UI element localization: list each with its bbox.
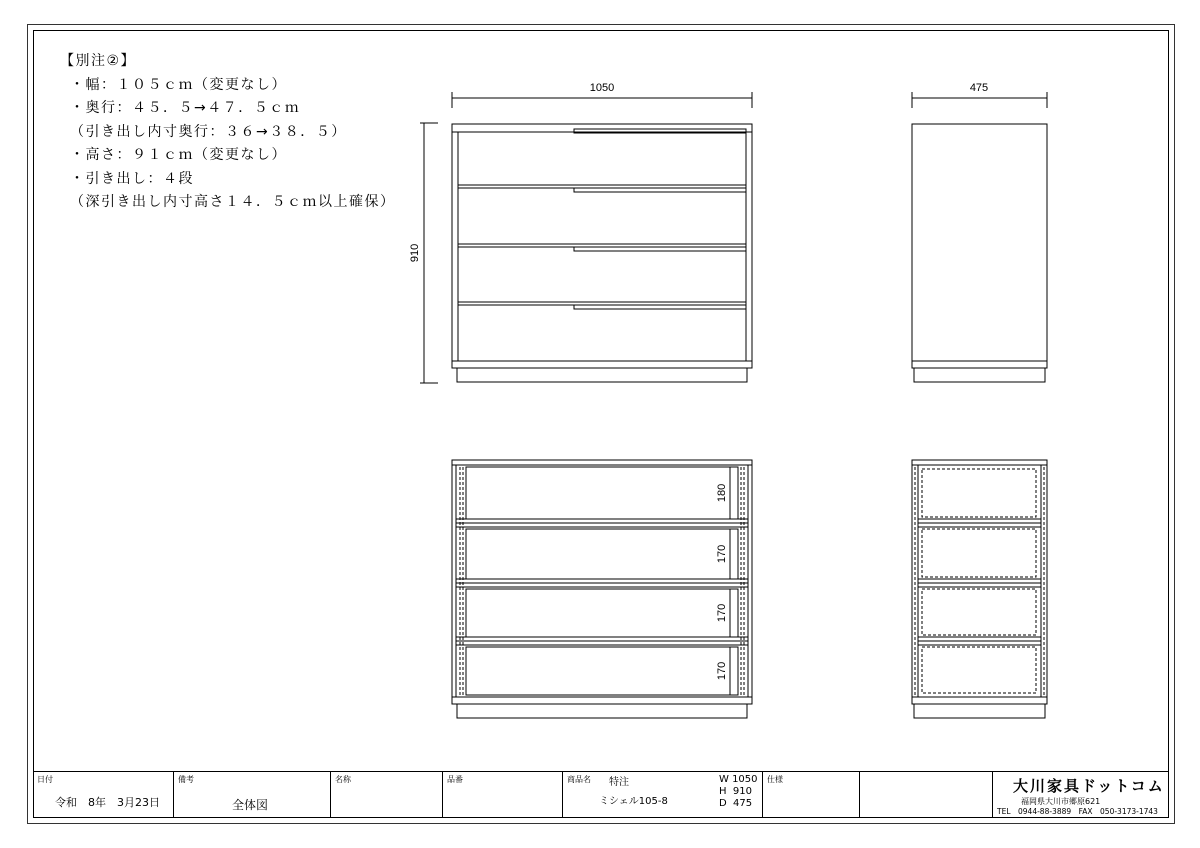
front-view xyxy=(420,92,752,383)
product-value: ミシェル105-8 xyxy=(599,796,668,807)
size-height: H 910 xyxy=(719,786,752,797)
note-drawer-depth: （引き出し内寸奥行：３６→３８．５） xyxy=(70,123,347,140)
company-name: 大川家具ドットコム xyxy=(1013,777,1165,795)
drawer-4-height-label: 170 xyxy=(716,661,728,681)
name-label: 名称 xyxy=(335,775,351,784)
company-address: 福岡県大川市郷原621 xyxy=(1021,797,1101,806)
drawer-3-height-label: 170 xyxy=(716,603,728,623)
note-deep-drawer: （深引き出し内寸高さ１４．５ｃｍ以上確保） xyxy=(70,194,396,210)
part-number-label: 品番 xyxy=(447,775,463,784)
product-cell xyxy=(562,772,762,818)
remarks-value: 全体図 xyxy=(232,798,269,812)
height-dimension-label: 910 xyxy=(409,243,421,263)
size-width: W 1050 xyxy=(719,774,758,785)
notes-heading: 【別注②】 xyxy=(60,53,137,69)
blank-cell xyxy=(859,772,992,818)
spec-label: 仕様 xyxy=(767,775,783,784)
company-contact: TEL 0944-88-3889 FAX 050-3173-1743 xyxy=(997,807,1158,816)
side-view xyxy=(912,92,1047,382)
width-dimension-label: 1050 xyxy=(589,82,615,94)
spec-cell xyxy=(762,772,859,818)
size-depth: D 475 xyxy=(719,798,753,809)
date-cell xyxy=(33,772,173,818)
note-width: ・幅：１０５ｃｍ（変更なし） xyxy=(70,76,287,93)
note-height: ・高さ：９１ｃｍ（変更なし） xyxy=(70,147,287,163)
product-label: 商品名 xyxy=(567,775,591,784)
date-label: 日付 xyxy=(37,775,53,784)
date-value: 令和 8年 3月23日 xyxy=(55,796,160,809)
company-cell xyxy=(992,772,1169,818)
drawer-1-height-label: 180 xyxy=(716,483,728,503)
drawer-2-height-label: 170 xyxy=(716,544,728,564)
remarks-label: 備考 xyxy=(178,775,194,784)
title-block xyxy=(33,771,1169,818)
side-section-view xyxy=(912,460,1047,718)
product-special: 特注 xyxy=(609,777,629,788)
note-drawers: ・引き出し：４段 xyxy=(70,170,194,187)
remarks-cell xyxy=(173,772,330,818)
front-section-view xyxy=(452,460,752,718)
name-cell xyxy=(330,772,442,818)
part-number-cell xyxy=(442,772,562,818)
note-depth: ・奥行：４５．５→４７．５ｃｍ xyxy=(70,100,301,116)
depth-dimension-label: 475 xyxy=(969,82,989,94)
